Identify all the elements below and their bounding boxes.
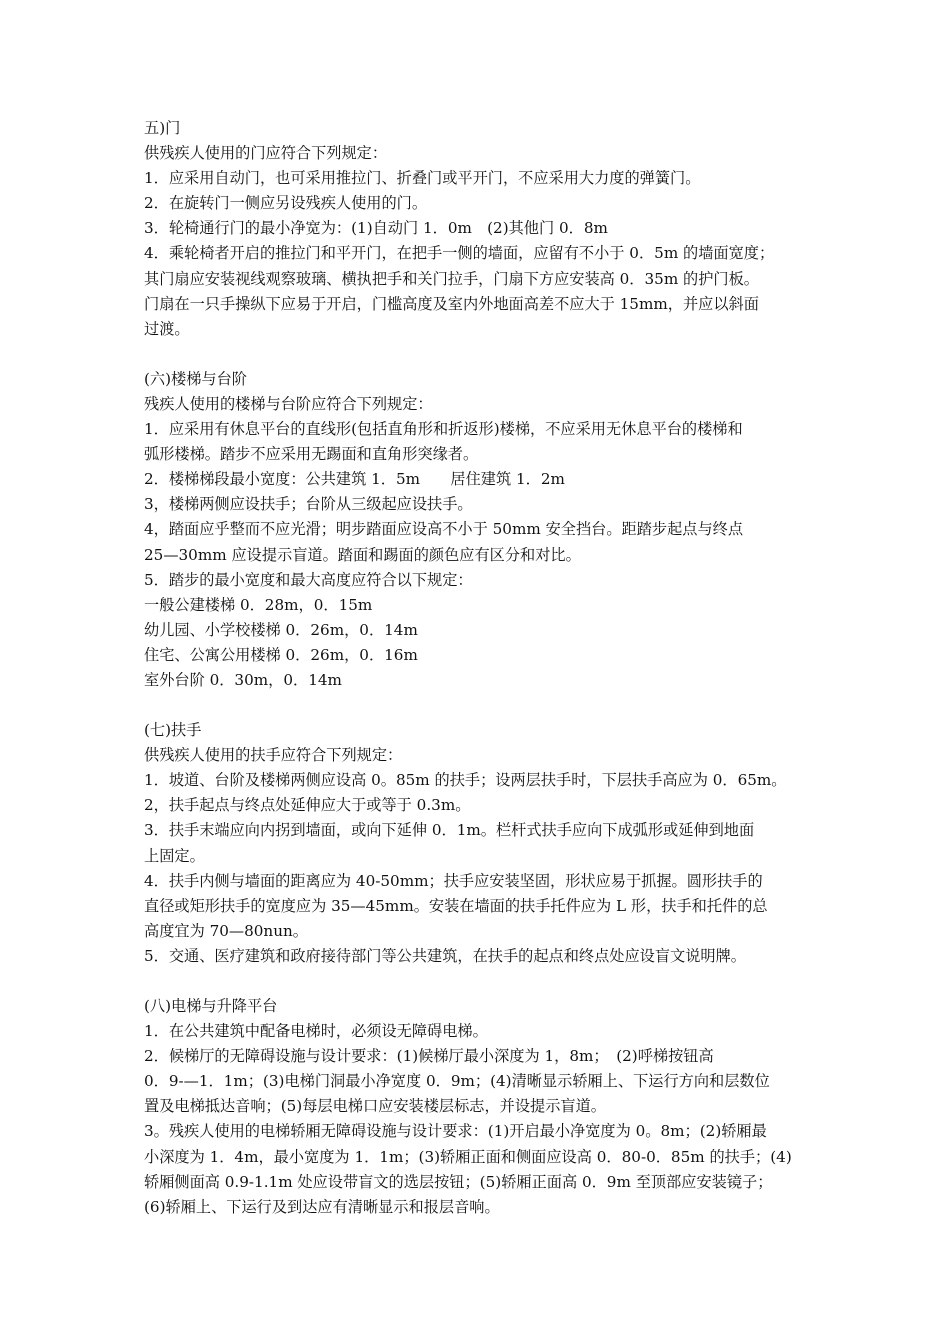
section-heading: (六)楼梯与台阶 — [144, 369, 247, 388]
paragraph-line: 0．9-—1．1m；(3)电梯门洞最小净宽度 0．9m；(4)清晰显示轿厢上、下运行方向和层数位 — [144, 1072, 770, 1091]
paragraph-line: 弧形楼梯。踏步不应采用无踢面和直角形突缘者。 — [144, 445, 479, 464]
paragraph-line: 1．在公共建筑中配备电梯时，必须设无障碍电梯。 — [144, 1022, 488, 1041]
paragraph-line: 供残疾人使用的门应符合下列规定： — [144, 144, 387, 163]
paragraph-line: 残疾人使用的楼梯与台阶应符合下列规定： — [144, 394, 433, 413]
paragraph-line: 1．应采用自动门，也可采用推拉门、折叠门或平开门，不应采用大力度的弹簧门。 — [144, 169, 701, 188]
paragraph-line: 其门扇应安装视线观察玻璃、横执把手和关门拉手，门扇下方应安装高 0．35m 的护门板。 — [144, 269, 759, 288]
document-page — [144, 116, 810, 1220]
paragraph-line: 3，楼梯两侧应设扶手；台阶从三级起应设扶手。 — [144, 495, 473, 514]
paragraph-line: 1．坡道、台阶及楼梯两侧应设高 0。85m 的扶手；设两层扶手时，下层扶手高应为 0．65m。 — [144, 771, 787, 790]
section-stairs — [144, 367, 810, 693]
paragraph-line: 2．楼梯梯段最小宽度：公共建筑 1．5m 居住建筑 1．2m — [144, 470, 565, 489]
paragraph-line: 幼儿园、小学校楼梯 0．26m，0．14m — [144, 620, 418, 639]
paragraph-line: 直径或矩形扶手的宽度应为 35—45mm。安装在墙面的扶手托件应为 L 形，扶手和托件的总 — [144, 896, 768, 915]
paragraph-line: (6)轿厢上、下运行及到达应有清晰显示和报层音响。 — [144, 1197, 500, 1216]
paragraph-line: 高度宜为 70—80nun。 — [144, 921, 308, 940]
paragraph-line: 供残疾人使用的扶手应符合下列规定： — [144, 746, 403, 765]
paragraph-line: 住宅、公寓公用楼梯 0．26m，0．16m — [144, 645, 418, 664]
paragraph-line: 置及电梯抵达音响；(5)每层电梯口应安装楼层标志，并设提示盲道。 — [144, 1097, 606, 1116]
section-heading: 五)门 — [144, 119, 181, 137]
paragraph-line: 室外台阶 0．30m，0．14m — [144, 670, 342, 689]
paragraph-line: 门扇在一只手操纵下应易于开启，门槛高度及室内外地面高差不应大于 15mm，并应以斜面 — [144, 294, 759, 313]
paragraph-line: 2．在旋转门一侧应另设残疾人使用的门。 — [144, 194, 428, 213]
paragraph-line: 4．扶手内侧与墙面的距离应为 40-50mm；扶手应安装坚固，形状应易于抓握。圆形扶手的 — [144, 871, 763, 890]
section-heading: (七)扶手 — [144, 721, 202, 740]
paragraph-line: 25—30mm 应设提示盲道。踏面和踢面的颜色应有区分和对比。 — [144, 545, 581, 564]
section-heading: (八)电梯与升降平台 — [144, 997, 278, 1015]
paragraph-line: 过渡。 — [144, 319, 190, 338]
paragraph-line: 上固定。 — [144, 846, 205, 865]
paragraph-line: 小深度为 1．4m，最小宽度为 1．1m；(3)轿厢正面和侧面应设高 0．80-0．85m 的扶手；(4) — [144, 1147, 792, 1166]
paragraph-line: 1．应采用有休息平台的直线形(包括直角形和折返形)楼梯，不应采用无休息平台的楼梯和 — [144, 420, 743, 439]
paragraph-line: 3．扶手末端应向内拐到墙面，或向下延伸 0．1m。栏杆式扶手应向下成弧形或延伸到地面 — [144, 821, 755, 840]
paragraph-line: 5．交通、医疗建筑和政府接待部门等公共建筑，在扶手的起点和终点处应设盲文说明牌。 — [144, 946, 746, 965]
paragraph-line: 一般公建楼梯 0．28m，0．15m — [144, 595, 373, 614]
paragraph-line: 2，扶手起点与终点处延伸应大于或等于 0.3m。 — [144, 796, 471, 815]
paragraph-line: 4．乘轮椅者开启的推拉门和平开门，在把手一侧的墙面，应留有不小于 0．5m 的墙面宽度； — [144, 244, 775, 263]
paragraph-line: 轿厢侧面高 0.9-1.1m 处应设带盲文的选层按钮；(5)轿厢正面高 0．9m 至顶部应安装镜子； — [144, 1172, 773, 1191]
section-doors — [144, 116, 810, 342]
section-elevators — [144, 994, 810, 1220]
paragraph-line: 4，踏面应乎整而不应光滑；明步踏面应设高不小于 50mm 安全挡台。距踏步起点与终点 — [144, 520, 744, 539]
paragraph-line: 3。残疾人使用的电梯轿厢无障碍设施与设计要求：(1)开启最小净宽度为 0。8m；(2)轿厢最 — [144, 1122, 767, 1141]
paragraph-line: 3．轮椅通行门的最小净宽为：(1)自动门 1．0m (2)其他门 0．8m — [144, 219, 608, 238]
paragraph-line: 5．踏步的最小宽度和最大高度应符合以下规定： — [144, 570, 473, 589]
section-handrails — [144, 718, 810, 969]
paragraph-line: 2．候梯厅的无障碍设施与设计要求：(1)候梯厅最小深度为 1，8m； (2)呼梯按钮高 — [144, 1047, 714, 1066]
